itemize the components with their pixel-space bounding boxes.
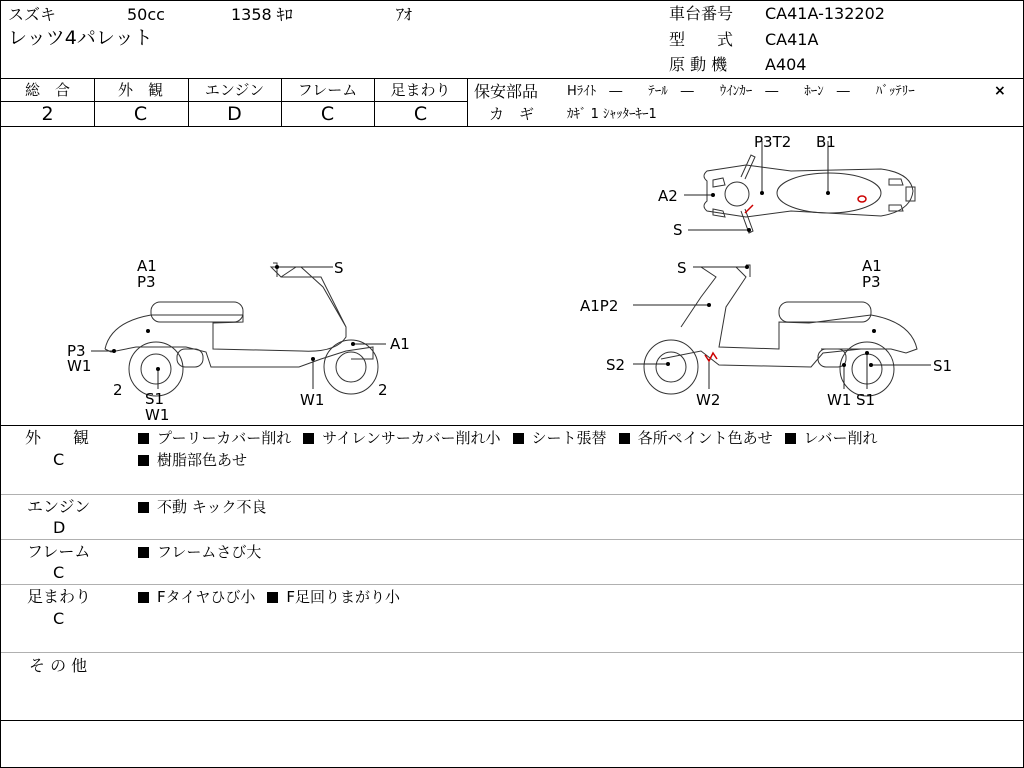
- bullet-square: [138, 455, 149, 466]
- label-2-right: 2: [378, 381, 388, 399]
- note-item: レバー削れ: [803, 429, 878, 447]
- notes-top-divider: [1, 425, 1023, 426]
- notes-engine-items: [138, 500, 266, 515]
- notes-exterior-items-2: [138, 453, 247, 468]
- safety-label: 保安部品: [474, 82, 539, 101]
- note-item: 樹脂部色あせ: [157, 451, 248, 469]
- notes-suspension-items: [138, 590, 400, 605]
- label-w1-left: W1: [67, 357, 92, 375]
- bullet-square: [785, 433, 796, 444]
- safety-items: Hﾗｲﾄ ― ﾃｰﾙ ― ｳｲﾝｶｰ ― ﾎｰﾝ ― ﾊﾞｯﾃﾘｰ: [567, 84, 915, 99]
- notes-exterior-grade: C: [53, 450, 65, 469]
- note-item: サイレンサーカバー削れ小: [322, 429, 501, 447]
- label-a2: A2: [658, 187, 678, 205]
- label-a1-left-r: A1: [390, 335, 410, 353]
- label-p3-right: P3: [862, 273, 881, 291]
- notes-frame-label: フレーム: [27, 542, 91, 561]
- exterior-label: 外 観: [117, 81, 163, 99]
- frame-grade: C: [320, 103, 335, 125]
- label-w1-left-c: W1: [300, 391, 325, 409]
- key-label: カ ギ: [489, 105, 535, 123]
- maker: スズキ: [8, 5, 57, 24]
- notes-exterior-items: [138, 431, 878, 446]
- label-w1-left-b: W1: [145, 406, 170, 424]
- note-item: 不動 キック不良: [157, 498, 267, 516]
- bullet-square: [138, 547, 149, 558]
- notes-bottom-divider: [1, 720, 1023, 721]
- frame-label: フレーム: [297, 81, 358, 99]
- bullet-square: [303, 433, 314, 444]
- notes-engine-grade: D: [53, 518, 66, 537]
- mileage: 1358 ｷﾛ: [231, 5, 293, 24]
- top-view-labels: [658, 133, 866, 239]
- engine-model-value: A404: [765, 55, 807, 74]
- frame-no: CA41A-132202: [765, 4, 885, 23]
- notes-divider: [1, 652, 1023, 653]
- damage-diagram: [1, 127, 1023, 425]
- exterior-grade: C: [133, 103, 148, 125]
- type-label: 型 式: [669, 30, 734, 49]
- bullet-square: [267, 592, 278, 603]
- grade-divider: [1, 101, 467, 102]
- notes-divider: [1, 539, 1023, 540]
- right-side-labels: [580, 257, 952, 409]
- label-s1-right-b: S1: [856, 391, 876, 409]
- notes-frame-items: [138, 545, 261, 560]
- label-s2-right: S2: [606, 356, 626, 374]
- engine-model-label: 原 動 機: [669, 55, 728, 74]
- engine-grade: D: [227, 103, 242, 125]
- label-p3t2: P3T2: [754, 133, 792, 151]
- left-side-labels: [67, 257, 410, 424]
- label-p3-left-b: P3: [67, 342, 86, 360]
- model-name: レッツ4パレット: [8, 27, 153, 49]
- overall-label: 総 合: [24, 81, 70, 99]
- suspension-grade: C: [413, 103, 428, 125]
- label-s-left: S: [334, 259, 344, 277]
- note-item: F足回りまがり小: [286, 588, 400, 606]
- header-divider: [1, 78, 1023, 79]
- label-2-left: 2: [113, 381, 123, 399]
- note-item: 各所ペイント色あせ: [637, 429, 773, 447]
- label-s-right: S: [677, 259, 687, 277]
- suspension-label: 足まわり: [390, 81, 451, 99]
- label-b1: B1: [816, 133, 836, 151]
- note-item: Fタイヤひび小: [157, 588, 256, 606]
- type-value: CA41A: [765, 30, 819, 49]
- notes-exterior-label: 外 観: [25, 428, 90, 447]
- bullet-square: [619, 433, 630, 444]
- label-w2-right: W2: [696, 391, 721, 409]
- label-a1p2-right: A1P2: [580, 297, 619, 315]
- note-item: フレームさび大: [157, 543, 262, 561]
- note-item: プーリーカバー削れ: [157, 429, 292, 447]
- battery-x-mark: ×: [994, 83, 1006, 99]
- label-s1-left: S1: [145, 390, 165, 408]
- label-p3-left: P3: [137, 273, 156, 291]
- notes-divider: [1, 584, 1023, 585]
- top-view-scooter: [704, 155, 915, 233]
- engine-label: エンジン: [204, 81, 265, 99]
- notes-divider: [1, 494, 1023, 495]
- grade-divider: [467, 78, 468, 126]
- overall-grade: 2: [41, 103, 54, 125]
- bullet-square: [138, 433, 149, 444]
- frame-no-label: 車台番号: [669, 4, 734, 23]
- notes-other-label: そ の 他: [29, 656, 88, 675]
- color: ｱｵ: [396, 5, 413, 24]
- displacement: 50cc: [127, 5, 165, 24]
- bullet-square: [138, 592, 149, 603]
- label-s-top: S: [673, 221, 683, 239]
- note-item: シート張替: [531, 429, 607, 447]
- key-value: ｶｷﾞ 1 ｼｬｯﾀｰｷｰ1: [567, 107, 657, 122]
- label-a1-left: A1: [137, 257, 157, 275]
- label-s1-right: S1: [933, 357, 953, 375]
- label-a1-right: A1: [862, 257, 882, 275]
- notes-frame-grade: C: [53, 563, 65, 582]
- notes-engine-label: エンジン: [27, 497, 91, 516]
- notes-suspension-label: 足まわり: [27, 587, 92, 606]
- label-w1-right: W1: [827, 391, 852, 409]
- bullet-square: [513, 433, 524, 444]
- notes-suspension-grade: C: [53, 609, 65, 628]
- bullet-square: [138, 502, 149, 513]
